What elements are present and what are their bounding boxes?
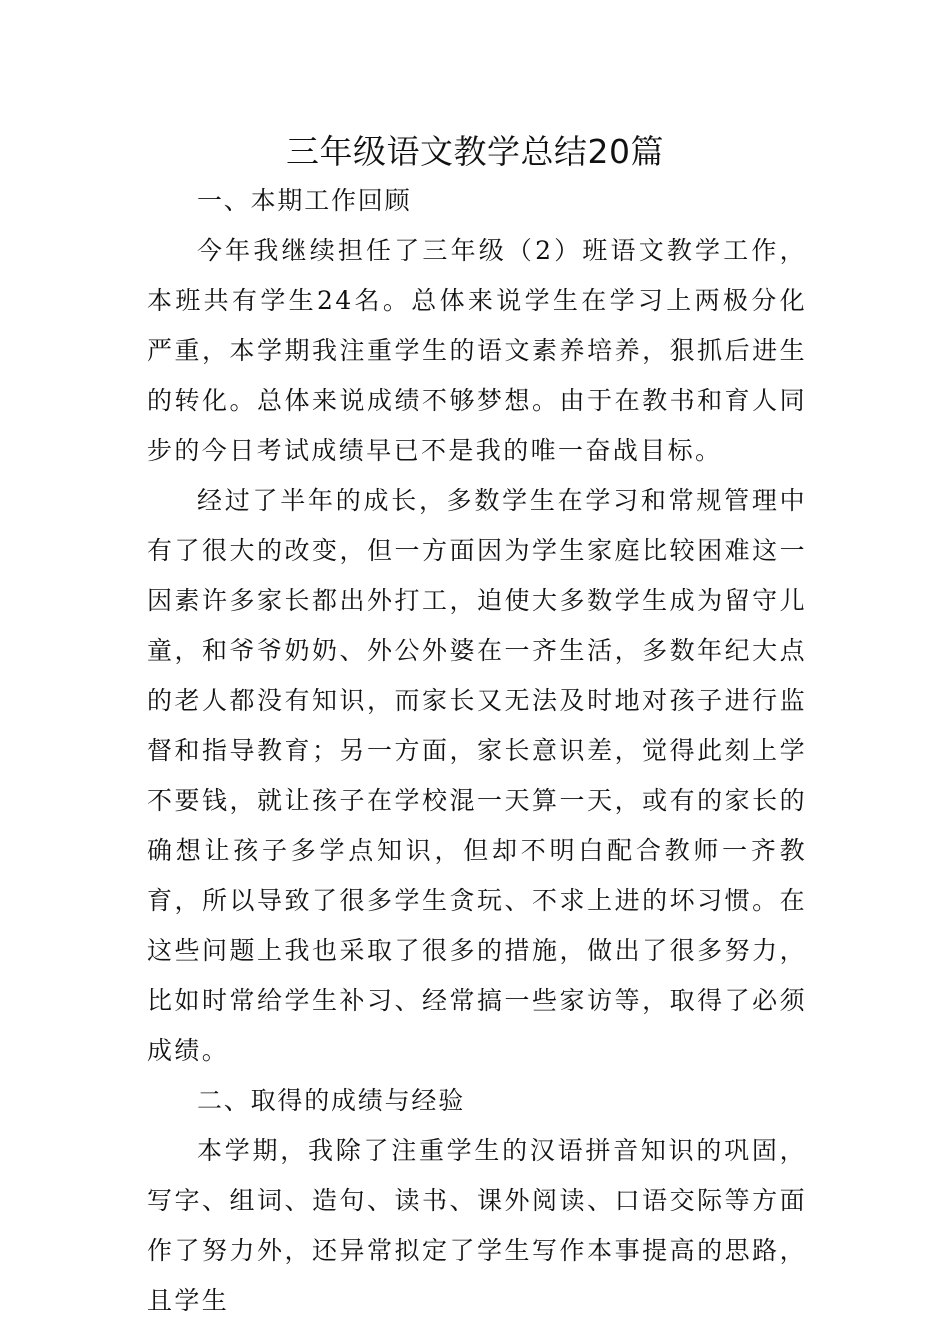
document-title: 三年级语文教学总结20篇: [286, 132, 664, 171]
section-heading-achievements: 二、取得的成绩与经验: [197, 1086, 466, 1115]
paragraph-class-overview: 今年我继续担任了三年级（2）班语文教学工作，本班共有学生24名。总体来说学生在学习上两极分化严重，本学期我注重学生的语文素养培养，狠抓后进生的转化。总体来说成绩不够梦想。由于在教书和育人同步的今日考试成绩早已不是我的唯一奋战目标。: [147, 236, 807, 465]
section-heading-review: 一、本期工作回顾: [197, 186, 412, 215]
paragraph-student-changes: 经过了半年的成长，多数学生在学习和常规管理中有了很大的改变，但一方面因为学生家庭比较困难这一因素许多家长都出外打工，迫使大多数学生成为留守儿童，和爷爷奶奶、外公外婆在一齐生活，多数年纪大点的老人都没有知识，而家长又无法及时地对孩子进行监督和指导教育；另一方面，家长意识差，觉得此刻上学不要钱，就让孩子在学校混一天算一天，或有的家长的确想让孩子多学点知识，但却不明白配合教师一齐教育，所以导致了很多学生贪玩、不求上进的坏习惯。在这些问题上我也采取了很多的措施，做出了很多努力，比如时常给学生补习、经常搞一些家访等，取得了必须成绩。: [147, 486, 807, 1065]
document-body: [147, 176, 807, 1326]
paragraph-achievements: 本学期，我除了注重学生的汉语拼音知识的巩固，写字、组词、造句、读书、课外阅读、口语交际等方面作了努力外，还异常拟定了学生写作本事提高的思路，且学生: [147, 1136, 807, 1315]
